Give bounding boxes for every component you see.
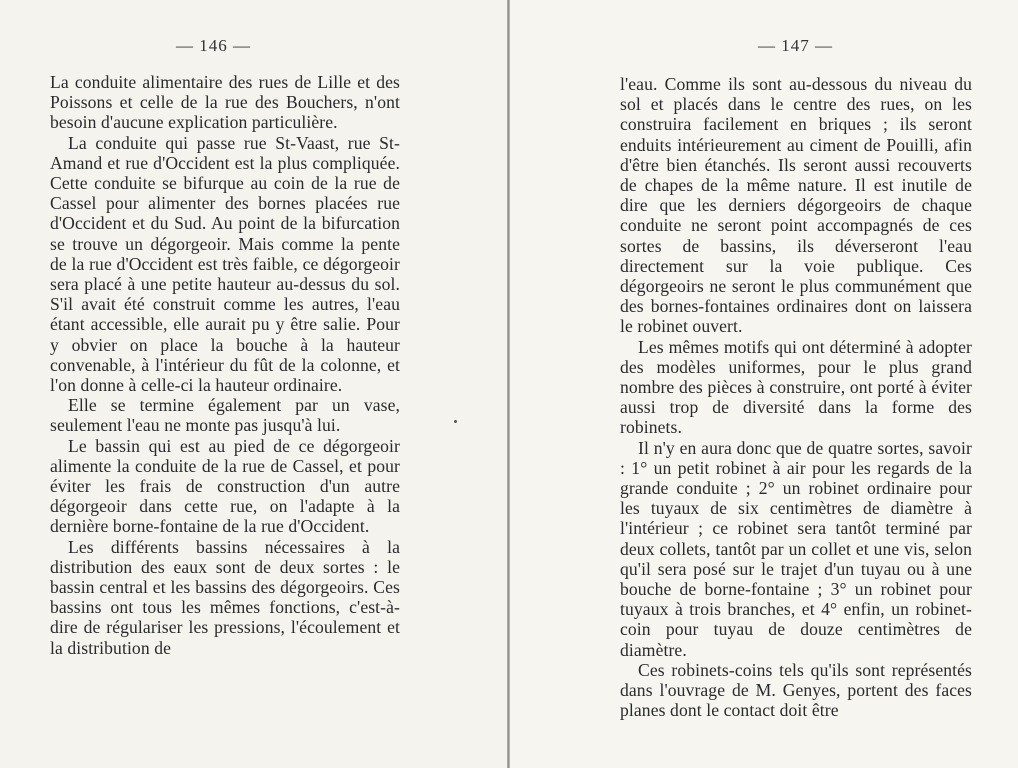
left-page: [0, 0, 508, 768]
left-page-text: [50, 72, 400, 658]
ink-speck: [454, 420, 457, 423]
right-page-number: — 147 —: [758, 36, 833, 55]
paragraph: La conduite alimentaire des rues de Lille et des Poissons et celle de la rue des Bouchers, n'ont besoin d'aucune explication particulière.: [50, 72, 400, 133]
paragraph: Elle se termine également par un vase, seulement l'eau ne monte pas jusqu'à lui.: [50, 395, 400, 436]
paragraph: Les mêmes motifs qui ont déterminé à adopter des modèles uniformes, pour le plus grand nombre des pièces à construire, ont porté à éviter aussi trop de diversité dans la forme des robinets.: [620, 336, 972, 438]
paragraph: Le bassin qui est au pied de ce dégorgeoir alimente la conduite de la rue de Cassel, et pour éviter les frais de construction d'un autre dégorgeoir dans cette rue, on l'adapte à la dernière borne-fontaine de la rue d'Occident.: [50, 435, 400, 537]
left-page-number: — 146 —: [176, 36, 251, 55]
paragraph: La conduite qui passe rue St-Vaast, rue St-Amand et rue d'Occident est la plus compliquée. Cette conduite se bifurque au coin de la rue de Cassel pour alimenter des bornes placées rue d'Occident et du Sud. Au point de la bifurcation se trouve un dégorgeoir. Mais comme la pente de la rue d'Occident est très faible, ce dégorgeoir sera placé à une petite hauteur au-dessus du sol. S'il avait été construit comme les autres, l'eau étant accessible, elle aurait pu y être salie. Pour y obvier on place la bouche à la hauteur convenable, à l'intérieur du fût de la colonne, et l'on donne à celle-ci la hauteur ordinaire.: [50, 132, 400, 396]
paragraph: Il n'y en aura donc que de quatre sortes, savoir : 1° un petit robinet à air pour les regards de la grande conduite ; 2° un robinet ordinaire pour les tuyaux de six centimètres de diamètre à l'intérieur ; ce robinet sera tantôt terminé par deux collets, tantôt par un collet et une vis, selon qu'il sera posé sur le trajet d'un tuyau ou à une bouche de borne-fontaine ; 3° un robinet pour tuyaux à trois branches, et 4° enfin, un robinet-coin pour tuyau de douze centimètres de diamètre.: [620, 437, 972, 660]
right-page: [510, 0, 1018, 768]
paragraph: Les différents bassins nécessaires à la distribution des eaux sont de deux sortes : le bassin central et les bassins des dégorgeoirs. Ces bassins ont tous les mêmes fonctions, c'est-à-dire de régulariser les pressions, l'écoulement et la distribution de: [50, 536, 400, 658]
right-page-text: [620, 74, 972, 721]
paragraph: Ces robinets-coins tels qu'ils sont représentés dans l'ouvrage de M. Genyes, portent des faces planes dont le contact doit être: [620, 659, 972, 721]
paragraph: l'eau. Comme ils sont au-dessous du niveau du sol et placés dans le centre des rues, on les construira facilement en briques ; ils seront enduits intérieurement au ciment de Pouilli, afin d'être bien étanchés. Ils seront aussi recouverts de chapes de la même nature. Il est inutile de dire que les derniers dégorgeoirs de chaque conduite ne seront point accompagnés de ces sortes de bassins, ils déverseront l'eau directement sur la voie publique. Ces dégorgeoirs ne seront le plus communément que des bornes-fontaines ordinaires dont on laissera le robinet ouvert.: [620, 74, 972, 337]
